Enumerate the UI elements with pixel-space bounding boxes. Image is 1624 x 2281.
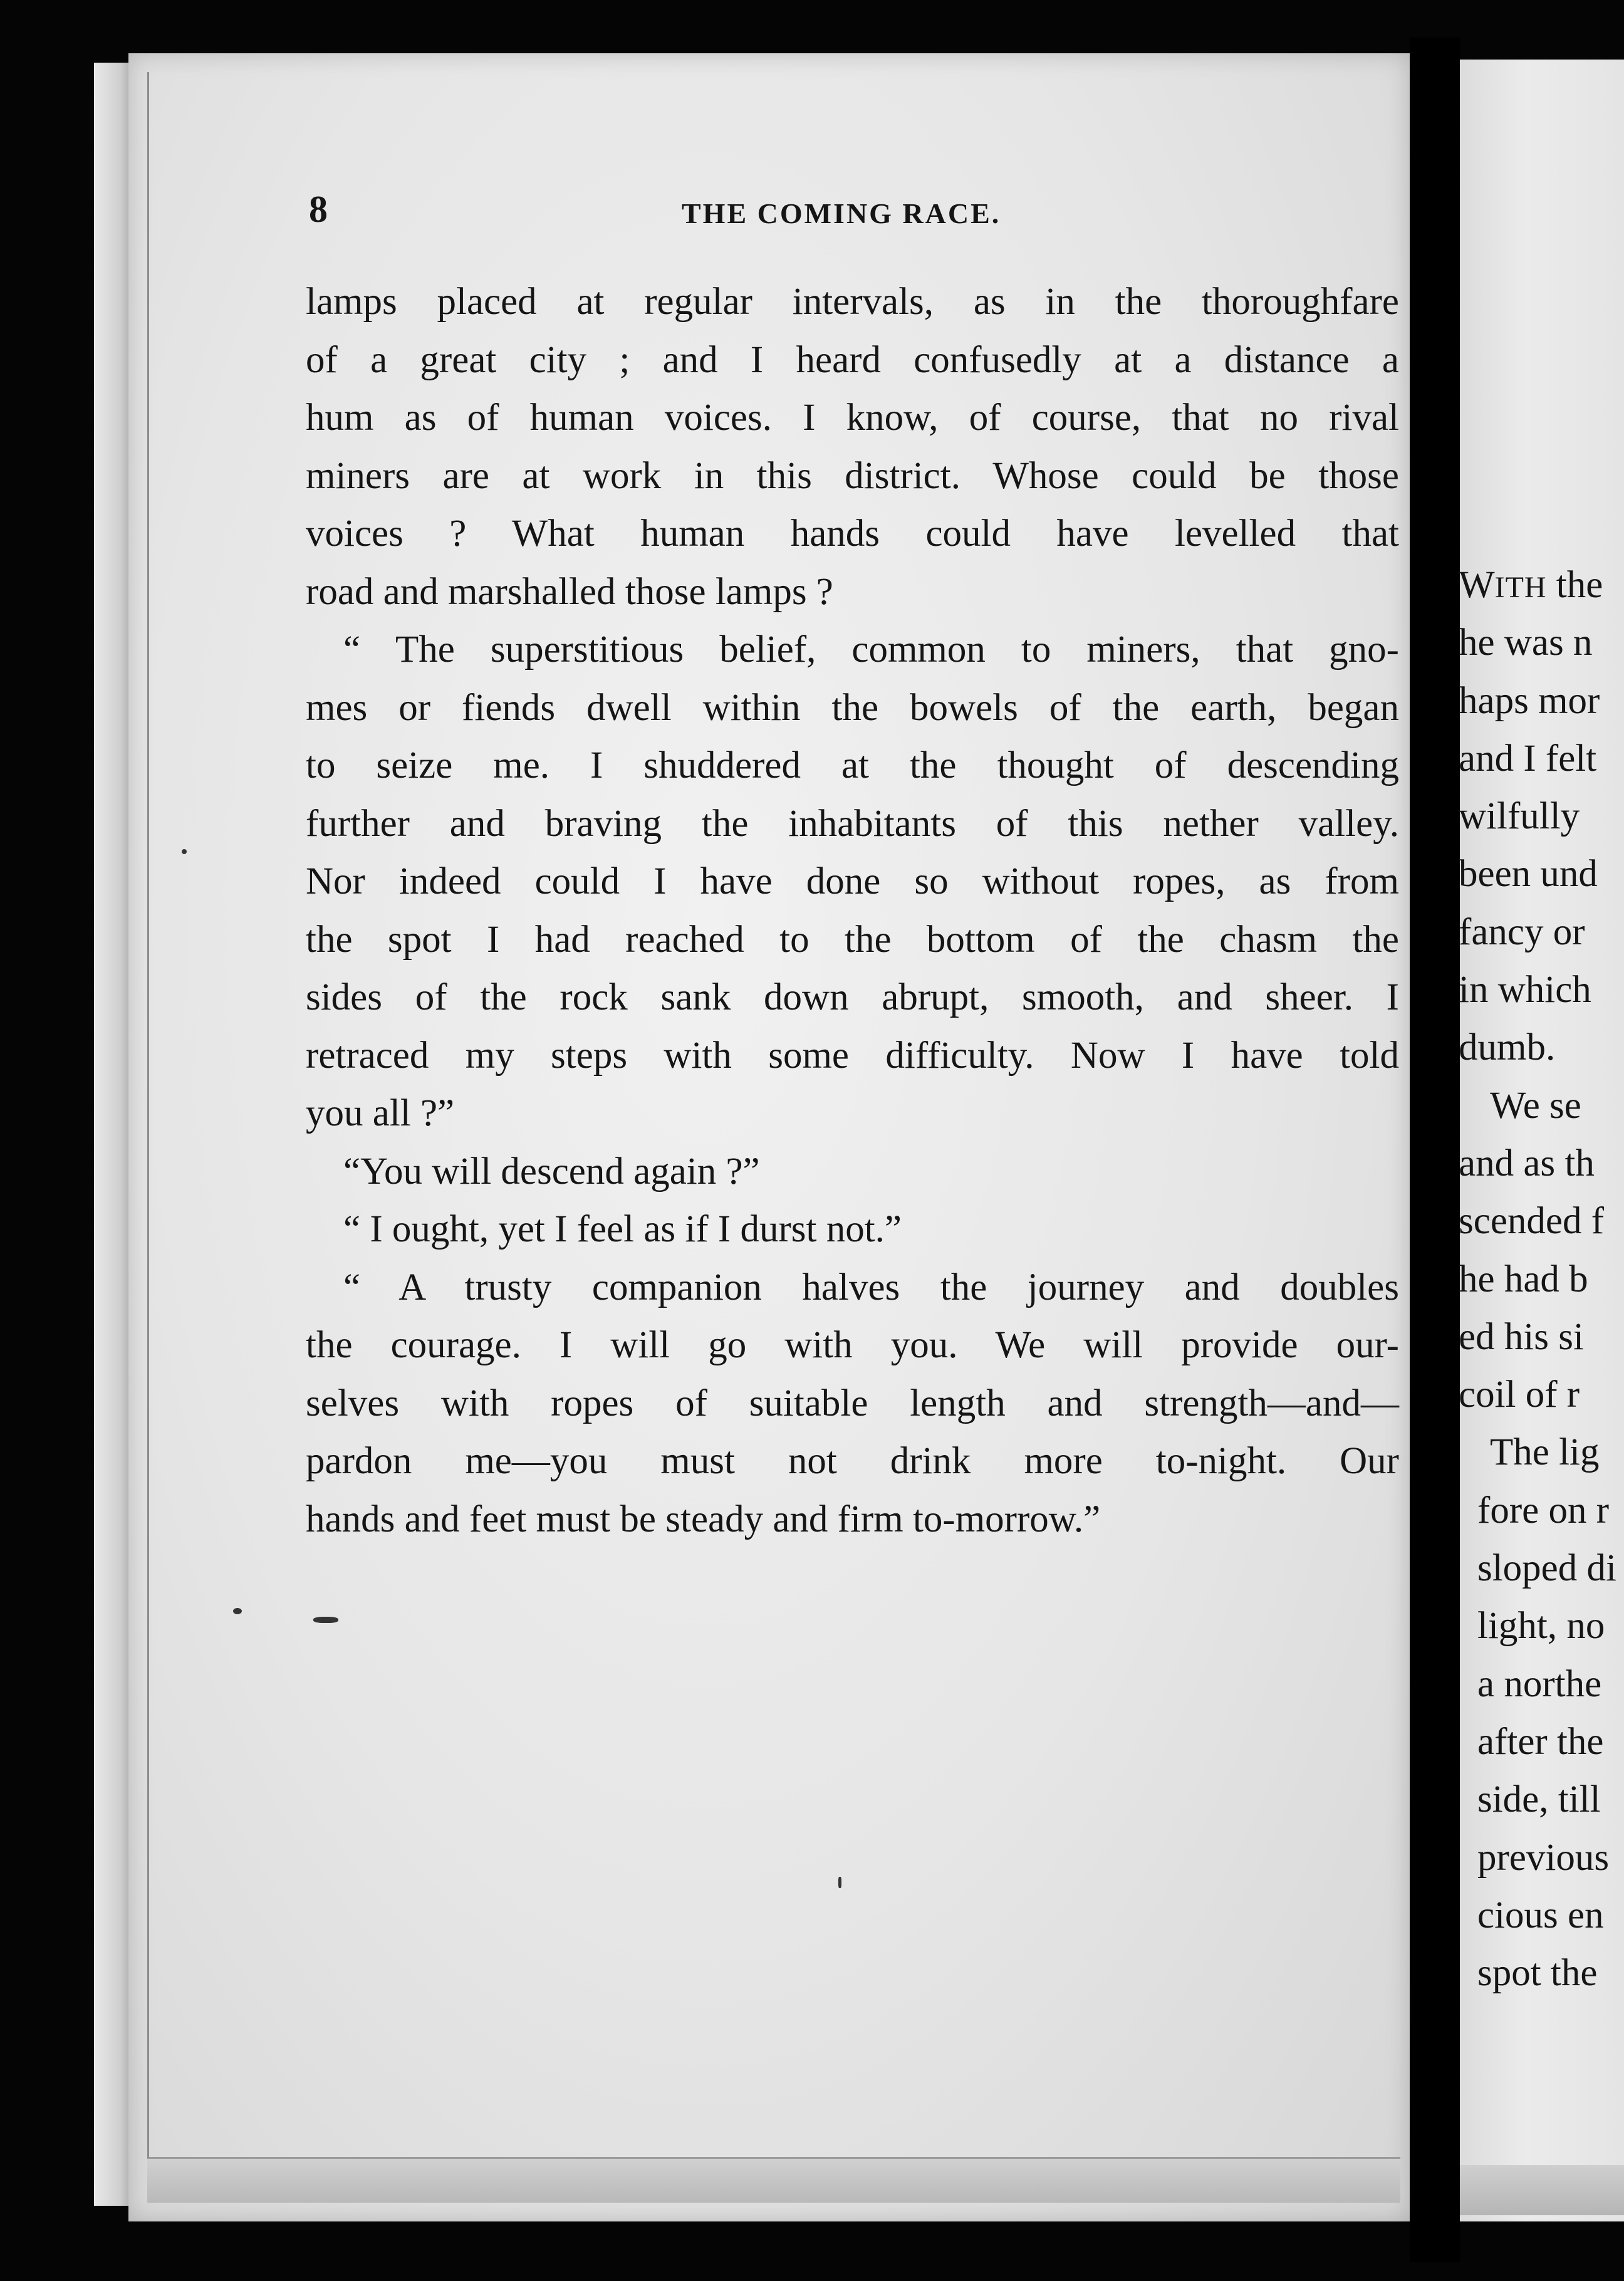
text-line: the courage. I will go with you. We will provide our-	[306, 1324, 1399, 1366]
running-title: THE COMING RACE.	[682, 197, 1001, 229]
ink-speck	[313, 1617, 338, 1623]
text-line: hands and feet must be steady and firm to-morrow.”	[306, 1498, 1101, 1540]
text-line: further and braving the inhabitants of this nether valley.	[306, 802, 1399, 845]
text-line: of a great city ; and I heard confusedly at a distance a	[306, 338, 1399, 381]
text-line: ed his si	[1459, 1315, 1584, 1358]
text-line: and as th	[1459, 1142, 1595, 1184]
text-line: previous	[1477, 1836, 1610, 1879]
ink-speck	[233, 1608, 242, 1614]
text-line: lamps placed at regular intervals, as in the thoroughfare	[306, 281, 1399, 323]
right-page-body	[1459, 556, 1624, 2002]
text-line: selves with ropes of suitable length and strength—and—	[306, 1382, 1399, 1424]
text-line: coil of r	[1459, 1374, 1580, 1416]
text-line: retraced my steps with some difficulty. Now I have told	[306, 1034, 1399, 1077]
ink-speck	[182, 849, 187, 854]
text-line: you all ?”	[306, 1092, 455, 1134]
text-line: cious en	[1477, 1894, 1604, 1936]
text-line: “ A trusty companion halves the journey and doubles	[343, 1266, 1399, 1308]
text-line: miners are at work in this district. Whose could be those	[306, 454, 1399, 497]
text-line: hum as of human voices. I know, of course, that no rival	[306, 397, 1399, 439]
text-line: after the	[1477, 1720, 1604, 1763]
text-line: fore on r	[1477, 1489, 1610, 1532]
page-number: 8	[309, 189, 328, 230]
text-line: dumb.	[1459, 1026, 1556, 1069]
text-line: voices ? What human hands could have levelled that	[306, 513, 1399, 555]
right-page-bottom-band	[1460, 2165, 1624, 2215]
text-line: to seize me. I shuddered at the thought of descending	[306, 744, 1399, 786]
text-line: sloped di	[1477, 1547, 1616, 1590]
text-line: light, no	[1477, 1605, 1605, 1647]
chapter-opening-line	[1459, 556, 1624, 614]
text-line: road and marshalled those lamps ?	[306, 570, 833, 613]
text-line: in which	[1459, 969, 1591, 1011]
text-line: pardon me—you must not drink more to-night. Our	[306, 1440, 1399, 1482]
text-line: side, till	[1477, 1778, 1601, 1821]
left-page-body	[306, 273, 1399, 1548]
text-line: haps mor	[1459, 679, 1600, 722]
text-line: scended f	[1459, 1200, 1605, 1243]
text-line: We se	[1490, 1084, 1581, 1127]
text-line: the spot I had reached to the bottom of the chasm the	[306, 918, 1399, 961]
text-line: “ I ought, yet I feel as if I durst not.”	[343, 1208, 902, 1250]
text-line: he was n	[1459, 622, 1593, 664]
text-line: wilfully	[1459, 795, 1580, 838]
text-line: “You will descend again ?”	[343, 1150, 760, 1193]
text-line: Nor indeed could I have done so without ropes, as from	[306, 860, 1399, 902]
text-line: The lig	[1490, 1431, 1600, 1474]
text-line: sides of the rock sank down abrupt, smooth, and sheer. I	[306, 976, 1399, 1018]
page-header	[309, 188, 1399, 238]
opening-line-rest: the	[1546, 564, 1603, 606]
text-line: and I felt	[1459, 737, 1597, 780]
text-line: spot the	[1477, 1952, 1598, 1995]
text-line: fancy or	[1459, 911, 1585, 953]
text-line: he had b	[1459, 1258, 1588, 1300]
text-line: a northe	[1477, 1662, 1602, 1705]
text-line: mes or fiends dwell within the bowels of the earth, began	[306, 686, 1399, 729]
page-bottom-band	[147, 2159, 1400, 2203]
opening-small-caps: ITH	[1494, 571, 1547, 604]
ink-speck	[838, 1877, 841, 1888]
text-line: “ The superstitious belief, common to miners, that gno-	[343, 629, 1399, 671]
text-line: been und	[1459, 853, 1598, 895]
opening-capital: W	[1459, 564, 1495, 606]
book-gutter	[1410, 38, 1460, 2262]
